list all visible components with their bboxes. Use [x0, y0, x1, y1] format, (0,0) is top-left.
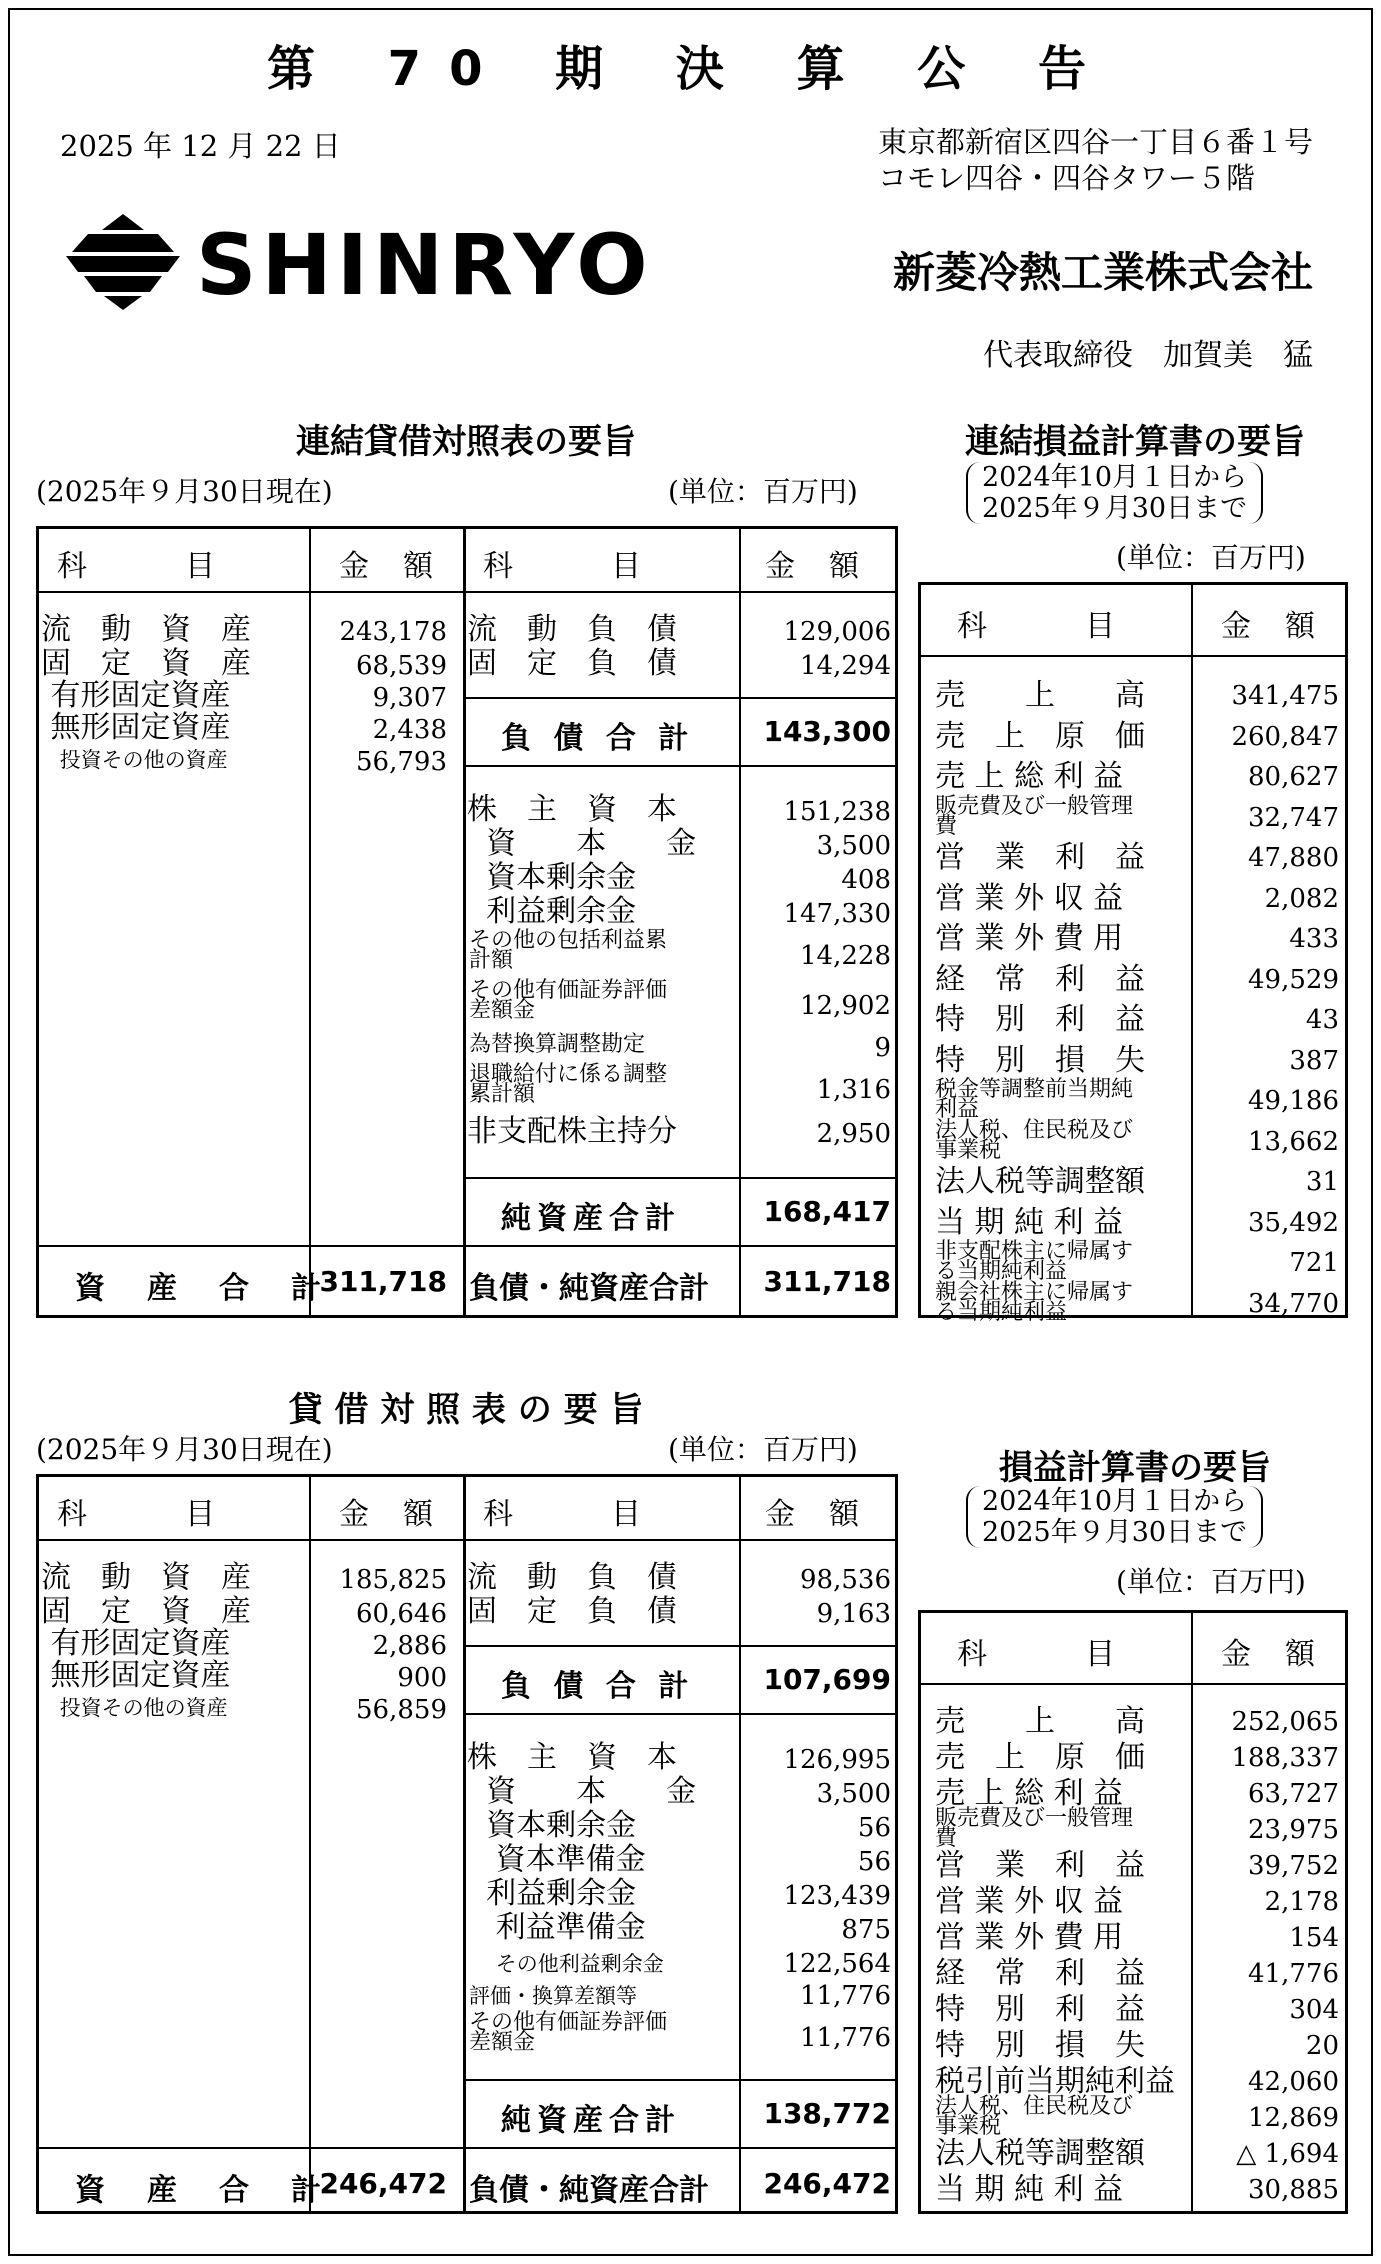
equity-label: 株 主 資 本 — [467, 792, 677, 827]
consolidated-balance-sheet — [36, 526, 898, 1318]
row-rule — [466, 1177, 895, 1179]
line-item-label: 売 上 総 利 益 — [935, 759, 1124, 794]
line-item-value: 47,880 — [1248, 843, 1339, 873]
line-item-value: 35,492 — [1248, 1207, 1339, 1238]
line-item-label: 経 常 利 益 — [935, 1956, 1145, 1991]
asset-label: 投資その他の資産 — [53, 748, 228, 772]
bs-as-of: (2025年９月30日現在) — [36, 1433, 333, 1466]
cpl-unit: (単位：百万円) — [1116, 541, 1306, 574]
equity-value: 122,564 — [783, 1949, 891, 1979]
equity-value: 3,500 — [816, 831, 891, 861]
header-item: 科 目 — [483, 549, 643, 584]
income-statement — [918, 1610, 1348, 2214]
line-item-label: 営 業 外 費 用 — [935, 1920, 1124, 1955]
asset-value: 2,438 — [372, 715, 447, 745]
line-item-value: 42,060 — [1248, 2067, 1339, 2097]
equity-label: 評価・換算差額等 — [469, 1984, 637, 2008]
liability-label: 固 定 負 債 — [467, 646, 677, 681]
liability-total-value: 107,699 — [763, 1663, 891, 1696]
asset-value: 185,825 — [339, 1565, 447, 1595]
header-rule — [39, 1539, 895, 1541]
equity-value: 123,439 — [783, 1881, 891, 1911]
liability-value: 98,536 — [800, 1565, 891, 1595]
representative: 代表取締役 加賀美 猛 — [983, 338, 1313, 373]
line-item-value: 387 — [1289, 1045, 1339, 1076]
line-item-value: 23,975 — [1248, 1815, 1339, 1845]
line-item-value: 13,662 — [1248, 1126, 1339, 1157]
header-item: 科 目 — [57, 549, 217, 584]
row-rule — [39, 2147, 895, 2149]
line-item-label: 営 業 利 益 — [935, 1848, 1145, 1883]
line-item-label: 親会社株主に帰属す る当期純利益 — [935, 1279, 1134, 1325]
header-rule — [921, 655, 1345, 657]
line-item-value: 34,770 — [1248, 1288, 1339, 1319]
equity-value: 56 — [857, 1813, 891, 1843]
pl-period-from: 2024年10月１日から — [982, 1486, 1248, 1517]
equity-value: 3,500 — [816, 1779, 891, 1809]
line-item-label: 特 別 利 益 — [935, 1002, 1145, 1037]
header-item: 科 目 — [957, 1637, 1117, 1672]
asset-value: 60,646 — [356, 1599, 447, 1629]
line-item-value: 39,752 — [1248, 1851, 1339, 1881]
asset-label: 固 定 資 産 — [41, 646, 251, 681]
line-item-label: 税金等調整前当期純 利益 — [935, 1077, 1134, 1122]
line-item-label: 法人税等調整額 — [935, 1164, 1145, 1199]
line-item-label: 売 上 高 — [935, 1704, 1145, 1739]
line-item-value: 31 — [1305, 1167, 1339, 1197]
equity-label: その他利益剰余金 — [469, 1952, 664, 1976]
header-rule — [921, 1683, 1345, 1685]
header-amount: 金 額 — [765, 549, 861, 584]
equity-label: 資 本 金 — [467, 1774, 697, 1809]
line-item-label: 非支配株主に帰属す る当期純利益 — [935, 1239, 1134, 1284]
asset-total-value: 246,472 — [319, 2167, 447, 2200]
address-line-2: コモレ四谷・四谷タワー５階 — [877, 161, 1255, 195]
asset-value: 2,886 — [372, 1631, 447, 1661]
row-rule — [466, 765, 895, 767]
equity-label: 資本剰余金 — [467, 860, 637, 895]
liability-value: 9,163 — [816, 1599, 891, 1629]
bs-title: 貸 借 対 照 表 の 要 旨 — [288, 1390, 644, 1430]
row-rule — [466, 697, 895, 699]
announcement-date: 2025 年 12 月 22 日 — [60, 129, 341, 163]
equity-label: 非支配株主持分 — [467, 1114, 677, 1149]
asset-label: 無形固定資産 — [41, 710, 231, 745]
asset-label: 有形固定資産 — [41, 1626, 231, 1661]
line-item-value: 32,747 — [1248, 802, 1339, 833]
line-item-label: 売 上 原 価 — [935, 718, 1145, 754]
line-item-label: 営 業 外 費 用 — [935, 921, 1124, 956]
equity-value: 147,330 — [783, 899, 891, 929]
company-address — [878, 124, 1313, 196]
line-item-label: 当 期 純 利 益 — [935, 1204, 1124, 1240]
equity-label: 資本準備金 — [467, 1842, 646, 1877]
line-item-value: 41,776 — [1248, 1959, 1339, 1989]
asset-label: 固 定 資 産 — [41, 1594, 251, 1629]
col-divider — [463, 1477, 466, 2211]
equity-value: 2,950 — [816, 1119, 891, 1149]
line-item-value: △ 1,694 — [1236, 2139, 1339, 2169]
line-item-label: 税引前当期純利益 — [935, 2064, 1175, 2099]
line-item-value: 252,065 — [1231, 1707, 1339, 1737]
pl-period — [966, 1486, 1263, 1548]
line-item-label: 特 別 利 益 — [935, 1992, 1145, 2027]
line-item-value: 12,869 — [1248, 2103, 1339, 2133]
asset-label: 投資その他の資産 — [53, 1696, 228, 1720]
equity-value: 11,776 — [800, 1981, 891, 2011]
cpl-period-from: 2024年10月１日から — [982, 462, 1248, 493]
cbs-as-of: (2025年９月30日現在) — [36, 475, 333, 508]
equity-value: 875 — [841, 1915, 891, 1945]
le-total-label: 負債・純資産合計 — [469, 2173, 709, 2208]
asset-label: 流 動 資 産 — [41, 612, 251, 647]
liability-label: 流 動 負 債 — [467, 1560, 677, 1595]
asset-total-value: 311,718 — [319, 1265, 447, 1298]
equity-label: 退職給付に係る調整 累計額 — [469, 1062, 668, 1107]
line-item-value: 433 — [1289, 924, 1339, 954]
liability-value: 14,294 — [800, 651, 891, 681]
equity-label: その他の包括利益累 計額 — [469, 928, 668, 973]
equity-label: 株 主 資 本 — [467, 1740, 677, 1775]
asset-value: 68,539 — [356, 651, 447, 681]
equity-label: 利益剰余金 — [467, 894, 637, 929]
asset-label: 流 動 資 産 — [41, 1560, 251, 1595]
header-amount: 金 額 — [339, 1497, 435, 1532]
asset-total-label: 資 産 合 計 — [75, 2173, 327, 2208]
liability-value: 129,006 — [783, 617, 891, 647]
company-name: 新菱冷熱工業株式会社 — [892, 248, 1313, 297]
equity-label: その他有価証券評価 差額金 — [469, 978, 668, 1023]
liability-total-label: 負 債 合 計 — [501, 721, 695, 756]
diamond-logo-icon — [58, 212, 188, 312]
line-item-label: 法人税、住民税及び 事業税 — [935, 2094, 1134, 2139]
liability-label: 流 動 負 債 — [467, 612, 677, 647]
header-amount: 金 額 — [1221, 1637, 1317, 1672]
line-item-label: 営 業 外 収 益 — [935, 1884, 1124, 1919]
net-assets-total-label: 純資産合計 — [501, 2103, 681, 2138]
line-item-value: 30,885 — [1248, 2175, 1339, 2205]
header-amount: 金 額 — [765, 1497, 861, 1532]
line-item-label: 当 期 純 利 益 — [935, 2172, 1124, 2207]
logo-wordmark: SHINRYO — [196, 216, 653, 314]
line-item-value: 260,847 — [1231, 721, 1339, 752]
equity-value: 12,902 — [800, 991, 891, 1021]
pl-period-to: 2025年９月30日まで — [982, 1517, 1248, 1548]
cpl-period — [966, 462, 1263, 524]
col-divider — [463, 529, 466, 1315]
pl-title: 損益計算書の要旨 — [999, 1448, 1271, 1488]
cbs-title: 連結貸借対照表の要旨 — [296, 422, 636, 462]
equity-value: 126,995 — [783, 1745, 891, 1775]
asset-label: 有形固定資産 — [41, 678, 231, 713]
line-item-label: 売 上 原 価 — [935, 1740, 1145, 1775]
equity-value: 9 — [874, 1033, 891, 1063]
page-title: 第 70 期 決 算 公 告 — [266, 41, 1115, 97]
line-item-value: 49,529 — [1248, 964, 1339, 995]
header-item: 科 目 — [483, 1497, 643, 1532]
line-item-value: 2,178 — [1264, 1887, 1339, 1917]
line-item-value: 20 — [1305, 2031, 1339, 2061]
line-item-label: 特 別 損 失 — [935, 1042, 1145, 1078]
line-item-value: 2,082 — [1264, 883, 1339, 914]
asset-total-label: 資 産 合 計 — [75, 1271, 327, 1306]
line-item-label: 売 上 総 利 益 — [935, 1776, 1124, 1811]
equity-label: 利益準備金 — [467, 1910, 646, 1945]
equity-label: 為替換算調整勘定 — [469, 1032, 646, 1057]
line-item-value: 49,186 — [1248, 1086, 1339, 1116]
asset-label: 無形固定資産 — [41, 1658, 231, 1693]
le-total-value: 311,718 — [763, 1265, 891, 1298]
line-item-value: 304 — [1289, 1995, 1339, 2025]
le-total-value: 246,472 — [763, 2167, 891, 2200]
header-amount: 金 額 — [1221, 609, 1317, 644]
le-total-label: 負債・純資産合計 — [469, 1271, 709, 1306]
cpl-title: 連結損益計算書の要旨 — [965, 422, 1305, 462]
equity-label: 資本剰余金 — [467, 1808, 637, 1843]
equity-value: 11,776 — [800, 2023, 891, 2053]
asset-value: 56,859 — [356, 1695, 447, 1725]
liability-label: 固 定 負 債 — [467, 1594, 677, 1629]
net-assets-total-label: 純資産合計 — [501, 1201, 681, 1236]
equity-label: 利益剰余金 — [467, 1876, 637, 1911]
equity-value: 14,228 — [800, 941, 891, 971]
consolidated-income-statement — [918, 582, 1348, 1325]
header-item: 科 目 — [957, 609, 1117, 644]
equity-label: 資 本 金 — [467, 826, 697, 861]
header-item: 科 目 — [57, 1497, 217, 1532]
pl-unit: (単位：百万円) — [1116, 1565, 1306, 1598]
line-item-value: 341,475 — [1231, 681, 1339, 711]
line-item-label: 法人税等調整額 — [935, 2136, 1145, 2171]
asset-value: 9,307 — [372, 683, 447, 713]
address-line-1: 東京都新宿区四谷一丁目６番１号 — [877, 125, 1313, 159]
line-item-label: 販売費及び一般管理 費 — [935, 1806, 1134, 1851]
line-item-value: 63,727 — [1248, 1779, 1339, 1809]
line-item-label: 経 常 利 益 — [935, 961, 1145, 997]
liability-total-value: 143,300 — [763, 715, 891, 748]
row-rule — [466, 1713, 895, 1715]
line-item-label: 特 別 損 失 — [935, 2028, 1145, 2063]
row-rule — [39, 1245, 895, 1247]
cbs-unit: (単位：百万円) — [668, 475, 858, 508]
line-item-label: 営 業 利 益 — [935, 840, 1145, 875]
line-item-label: 販売費及び一般管理 費 — [935, 793, 1134, 839]
line-item-label: 営 業 外 収 益 — [935, 880, 1124, 916]
line-item-value: 80,627 — [1248, 762, 1339, 792]
equity-label: その他有価証券評価 差額金 — [469, 2010, 668, 2055]
row-rule — [466, 1645, 895, 1647]
liability-total-label: 負 債 合 計 — [501, 1669, 695, 1704]
cpl-period-to: 2025年９月30日まで — [982, 493, 1248, 524]
equity-value: 56 — [857, 1847, 891, 1877]
row-rule — [466, 2079, 895, 2081]
asset-value: 900 — [397, 1663, 447, 1693]
line-item-value: 154 — [1289, 1923, 1339, 1953]
asset-value: 243,178 — [339, 617, 447, 647]
asset-value: 56,793 — [356, 747, 447, 777]
header-rule — [39, 591, 895, 593]
line-item-label: 売 上 高 — [935, 678, 1145, 713]
equity-value: 1,316 — [816, 1075, 891, 1105]
line-item-value: 188,337 — [1231, 1743, 1339, 1773]
bs-unit: (単位：百万円) — [668, 1433, 858, 1466]
company-logo — [58, 212, 688, 312]
line-item-value: 43 — [1305, 1005, 1339, 1035]
equity-value: 408 — [841, 865, 891, 895]
net-assets-total-value: 168,417 — [763, 1195, 891, 1228]
line-item-label: 法人税、住民税及び 事業税 — [935, 1117, 1134, 1163]
equity-value: 151,238 — [783, 797, 891, 827]
balance-sheet — [36, 1474, 898, 2214]
header-amount: 金 額 — [339, 549, 435, 584]
net-assets-total-value: 138,772 — [763, 2097, 891, 2130]
line-item-value: 721 — [1289, 1248, 1339, 1278]
